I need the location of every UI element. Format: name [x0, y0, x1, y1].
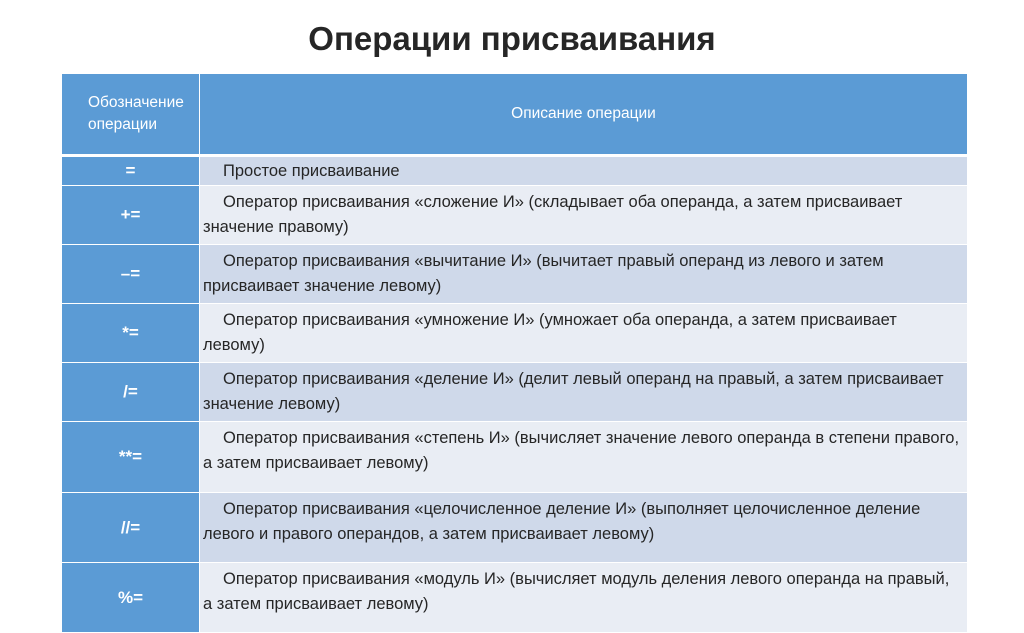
operator-cell: //= [62, 493, 200, 563]
table-header-row [62, 74, 968, 156]
slide-title: Операции присваивания [308, 20, 716, 57]
description-text [203, 190, 963, 240]
description-cell [200, 245, 968, 304]
description-text [203, 567, 963, 617]
operator-cell: *= [62, 304, 200, 363]
description-span: Оператор присваивания «вычитание И» (вычитает правый операнд из левого и затем присваивает значение левому) [203, 252, 884, 295]
description-cell [200, 563, 968, 633]
operator-cell: /= [62, 363, 200, 422]
operator-cell: **= [62, 422, 200, 493]
table-row [62, 245, 968, 304]
table-row [62, 304, 968, 363]
description-text [203, 367, 963, 417]
description-span: Оператор присваивания «сложение И» (складывает оба операнда, а затем присваивает значение правому) [203, 193, 903, 236]
header-operation [62, 74, 200, 156]
description-cell [200, 186, 968, 245]
description-span: Оператор присваивания «умножение И» (умножает оба операнда, а затем присваивает левому) [203, 311, 897, 354]
table-row [62, 156, 968, 186]
description-text [203, 497, 963, 547]
description-text [203, 308, 963, 358]
table-row [62, 422, 968, 493]
description-span: Оператор присваивания «целочисленное деление И» (выполняет целочисленное деление левого и правого операндов, а затем присваивает левому) [203, 500, 921, 543]
description-span: Оператор присваивания «степень И» (вычисляет значение левого операнда в степени правого, а затем присваивает левому) [203, 429, 960, 472]
header-description: Описание операции [200, 74, 968, 156]
description-cell [200, 156, 968, 186]
operator-cell: = [62, 156, 200, 186]
operator-cell: –= [62, 245, 200, 304]
description-cell [200, 363, 968, 422]
description-span: Оператор присваивания «деление И» (делит левый операнд на правый, а затем присваивает значение левому) [203, 370, 944, 413]
table-row [62, 186, 968, 245]
description-cell [200, 493, 968, 563]
description-cell [200, 422, 968, 493]
operator-cell: %= [62, 563, 200, 633]
description-cell [200, 304, 968, 363]
operations-table [61, 73, 968, 633]
operator-cell: += [62, 186, 200, 245]
description-span: Оператор присваивания «модуль И» (вычисляет модуль деления левого операнда на правый, а затем присваивает левому) [203, 570, 950, 613]
description-text: Простое присваивание [223, 161, 400, 180]
description-text [203, 249, 963, 299]
header-operation-line1: Обозначение [88, 94, 184, 111]
header-operation-line2: операции [88, 116, 158, 133]
description-text [203, 426, 963, 476]
table-row [62, 363, 968, 422]
table-row [62, 493, 968, 563]
table-row [62, 563, 968, 633]
